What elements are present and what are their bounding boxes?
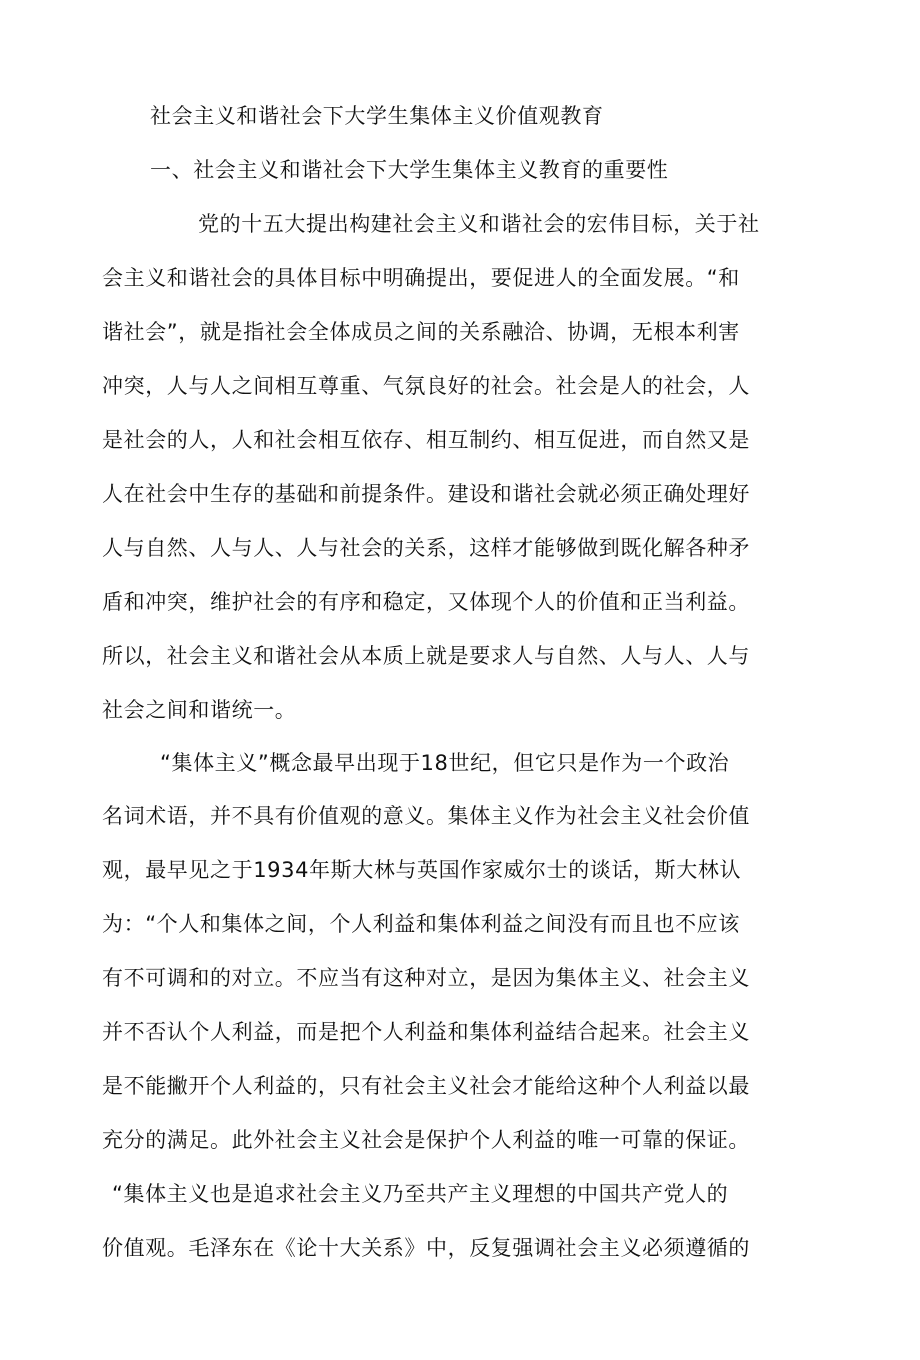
text-line: 是社会的人，人和社会相互依存、相互制约、相互促进，而自然又是 — [102, 428, 750, 452]
document-title: 社会主义和谐社会下大学生集体主义价值观教育 — [150, 104, 604, 128]
text-line: 有不可调和的对立。不应当有这种对立，是因为集体主义、社会主义 — [102, 966, 750, 990]
section-heading: 一、社会主义和谐社会下大学生集体主义教育的重要性 — [150, 158, 669, 182]
text-line: 观，最早见之于1934年斯大林与英国作家威尔士的谈话，斯大林认 — [102, 858, 742, 882]
text-line: 谐社会”，就是指社会全体成员之间的关系融洽、协调，无根本利害 — [102, 320, 740, 344]
text-line: 党的十五大提出构建社会主义和谐社会的宏伟目标，关于社 — [198, 212, 760, 236]
text-line: 充分的满足。此外社会主义社会是保护个人利益的唯一可靠的保证。 — [102, 1128, 750, 1152]
text-line: “集体主义”概念最早出现于18世纪，但它只是作为一个政治 — [160, 751, 730, 775]
text-line: 盾和冲突，维护社会的有序和稳定，又体现个人的价值和正当利益。 — [102, 590, 750, 614]
text-line: 会主义和谐社会的具体目标中明确提出，要促进人的全面发展。“和 — [102, 266, 740, 290]
text-line: 冲突，人与人之间相互尊重、气氛良好的社会。社会是人的社会，人 — [102, 374, 750, 398]
text-line: 并不否认个人利益，而是把个人利益和集体利益结合起来。社会主义 — [102, 1020, 750, 1044]
text-line: 是不能撇开个人利益的，只有社会主义社会才能给这种个人利益以最 — [102, 1074, 750, 1098]
text-line: 人与自然、人与人、人与社会的关系，这样才能够做到既化解各种矛 — [102, 536, 750, 560]
text-line: 社会之间和谐统一。 — [102, 698, 297, 722]
text-line: 为：“个人和集体之间，个人利益和集体利益之间没有而且也不应该 — [102, 912, 740, 936]
text-line: 名词术语，并不具有价值观的意义。集体主义作为社会主义社会价值 — [102, 804, 750, 828]
text-line: 所以，社会主义和谐社会从本质上就是要求人与自然、人与人、人与 — [102, 644, 750, 668]
text-line: “集体主义也是追求社会主义乃至共产主义理想的中国共产党人的 — [112, 1182, 729, 1206]
text-line: 人在社会中生存的基础和前提条件。建设和谐社会就必须正确处理好 — [102, 482, 750, 506]
text-line: 价值观。毛泽东在《论十大关系》中，反复强调社会主义必须遵循的 — [102, 1236, 750, 1260]
